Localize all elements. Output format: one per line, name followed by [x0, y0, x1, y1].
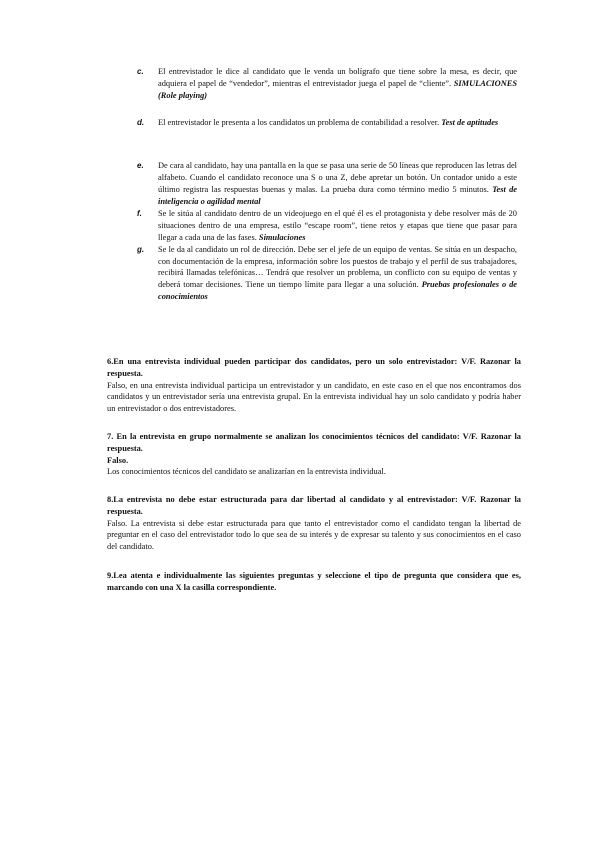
- question-9-heading: 9.Lea atenta e individualmente las siguientes preguntas y seleccione el tipo de pregunta que considera que es, marcando con una X la casilla correspondiente.: [107, 571, 521, 592]
- question-8-block: [107, 494, 521, 553]
- item-emphasis: Pruebas profesionales o de conocimientos: [158, 280, 517, 301]
- item-text: Se le da al candidato un rol de dirección. Debe ser el jefe de un equipo de ventas. Se sitúa en un despacho, con documentación de la empresa, información sobre los puestos de trabajo y el perfil de sus trabajadores, recibirá llamadas telefónicas… Tendrá que resolver un problema, un conflicto con su equipo de ventas y deberá tomar decisiones. Tiene un tiempo límite para llegar a una solución.: [158, 244, 517, 290]
- item-emphasis: SIMULACIONES (Role playing): [158, 78, 518, 100]
- list-item-e: [137, 160, 517, 207]
- item-letter: g.: [137, 244, 145, 254]
- item-letter: f.: [137, 209, 142, 219]
- question-7-answer: Los conocimientos técnicos del candidato se analizarían en la entrevista individual.: [107, 467, 386, 477]
- item-text: Se le sitúa al candidato dentro de un videojuego en el qué él es el protagonista y debe resolver más de 20 situaciones dentro de una empresa, estilo “escape room”, tiene retos y etapas que tiene que pasar para llegar a cada una de las fases.: [158, 209, 517, 242]
- item-text: El entrevistador le dice al candidato que le venda un bolígrafo que tiene sobre la mesa, es decir, que adquiera el papel de “vendedor”, mientras el entrevistador juega el papel de “cliente”.: [158, 67, 517, 88]
- list-item-f: [137, 208, 517, 243]
- item-text: De cara al candidato, hay una pantalla en la que se pasa una serie de 50 líneas que reproducen las letras del alfabeto. Cuando el candidato reconoce una S o una Z, debe apretar un botón. Un contador unido a este último registra las respuestas buenas y malas. La prueba dura como término medio 5 minutos.: [158, 161, 517, 194]
- list-item-c: [137, 66, 517, 101]
- answer-list: [137, 66, 517, 303]
- question-7-verdict: Falso.: [107, 455, 129, 465]
- question-8-heading: 8.La entrevista no debe estar estructurada para dar libertad al candidato y al entrevistador: V/F. Razonar la respuesta.: [107, 495, 521, 516]
- item-emphasis: Test de inteligencia o agilidad mental: [158, 184, 518, 206]
- item-letter: c.: [137, 67, 144, 76]
- question-9-block: [107, 570, 521, 594]
- item-emphasis: Simulaciones: [258, 232, 306, 242]
- question-6-heading: 6.En una entrevista individual pueden participar dos candidatos, pero un solo entrevistador: V/F. Razonar la respuesta.: [107, 357, 521, 378]
- item-letter: e.: [137, 161, 144, 171]
- item-text: El entrevistador le presenta a los candidatos un problema de contabilidad a resolver.: [158, 118, 440, 128]
- list-item-g: [137, 244, 517, 303]
- list-item-d: [137, 117, 517, 129]
- item-emphasis: Test de aptitudes: [441, 118, 499, 128]
- question-7-heading: 7. En la entrevista en grupo normalmente se analizan los conocimientos técnicos del candidato: V/F. Razonar la respuesta.: [107, 432, 521, 453]
- item-letter: d.: [137, 118, 145, 128]
- question-6-answer: Falso, en una entrevista individual participa un entrevistador y un candidato, en este caso en el que nos encontramos dos candidatos y un entrevistador sería una entrevista grupal. En la entrevista individual hay un solo candidato y podría haber un entrevistador o dos entrevistadores.: [107, 380, 521, 414]
- question-7-block: [107, 431, 521, 478]
- question-8-answer: Falso. La entrevista si debe estar estructurada para que tanto el entrevistador como el candidato tengan la libertad de preguntar en el caso del entrevistador todo lo que sea de su interés y de expresar su talento y sus conocimientos en el caso del candidato.: [107, 518, 521, 552]
- question-6-block: [107, 356, 521, 415]
